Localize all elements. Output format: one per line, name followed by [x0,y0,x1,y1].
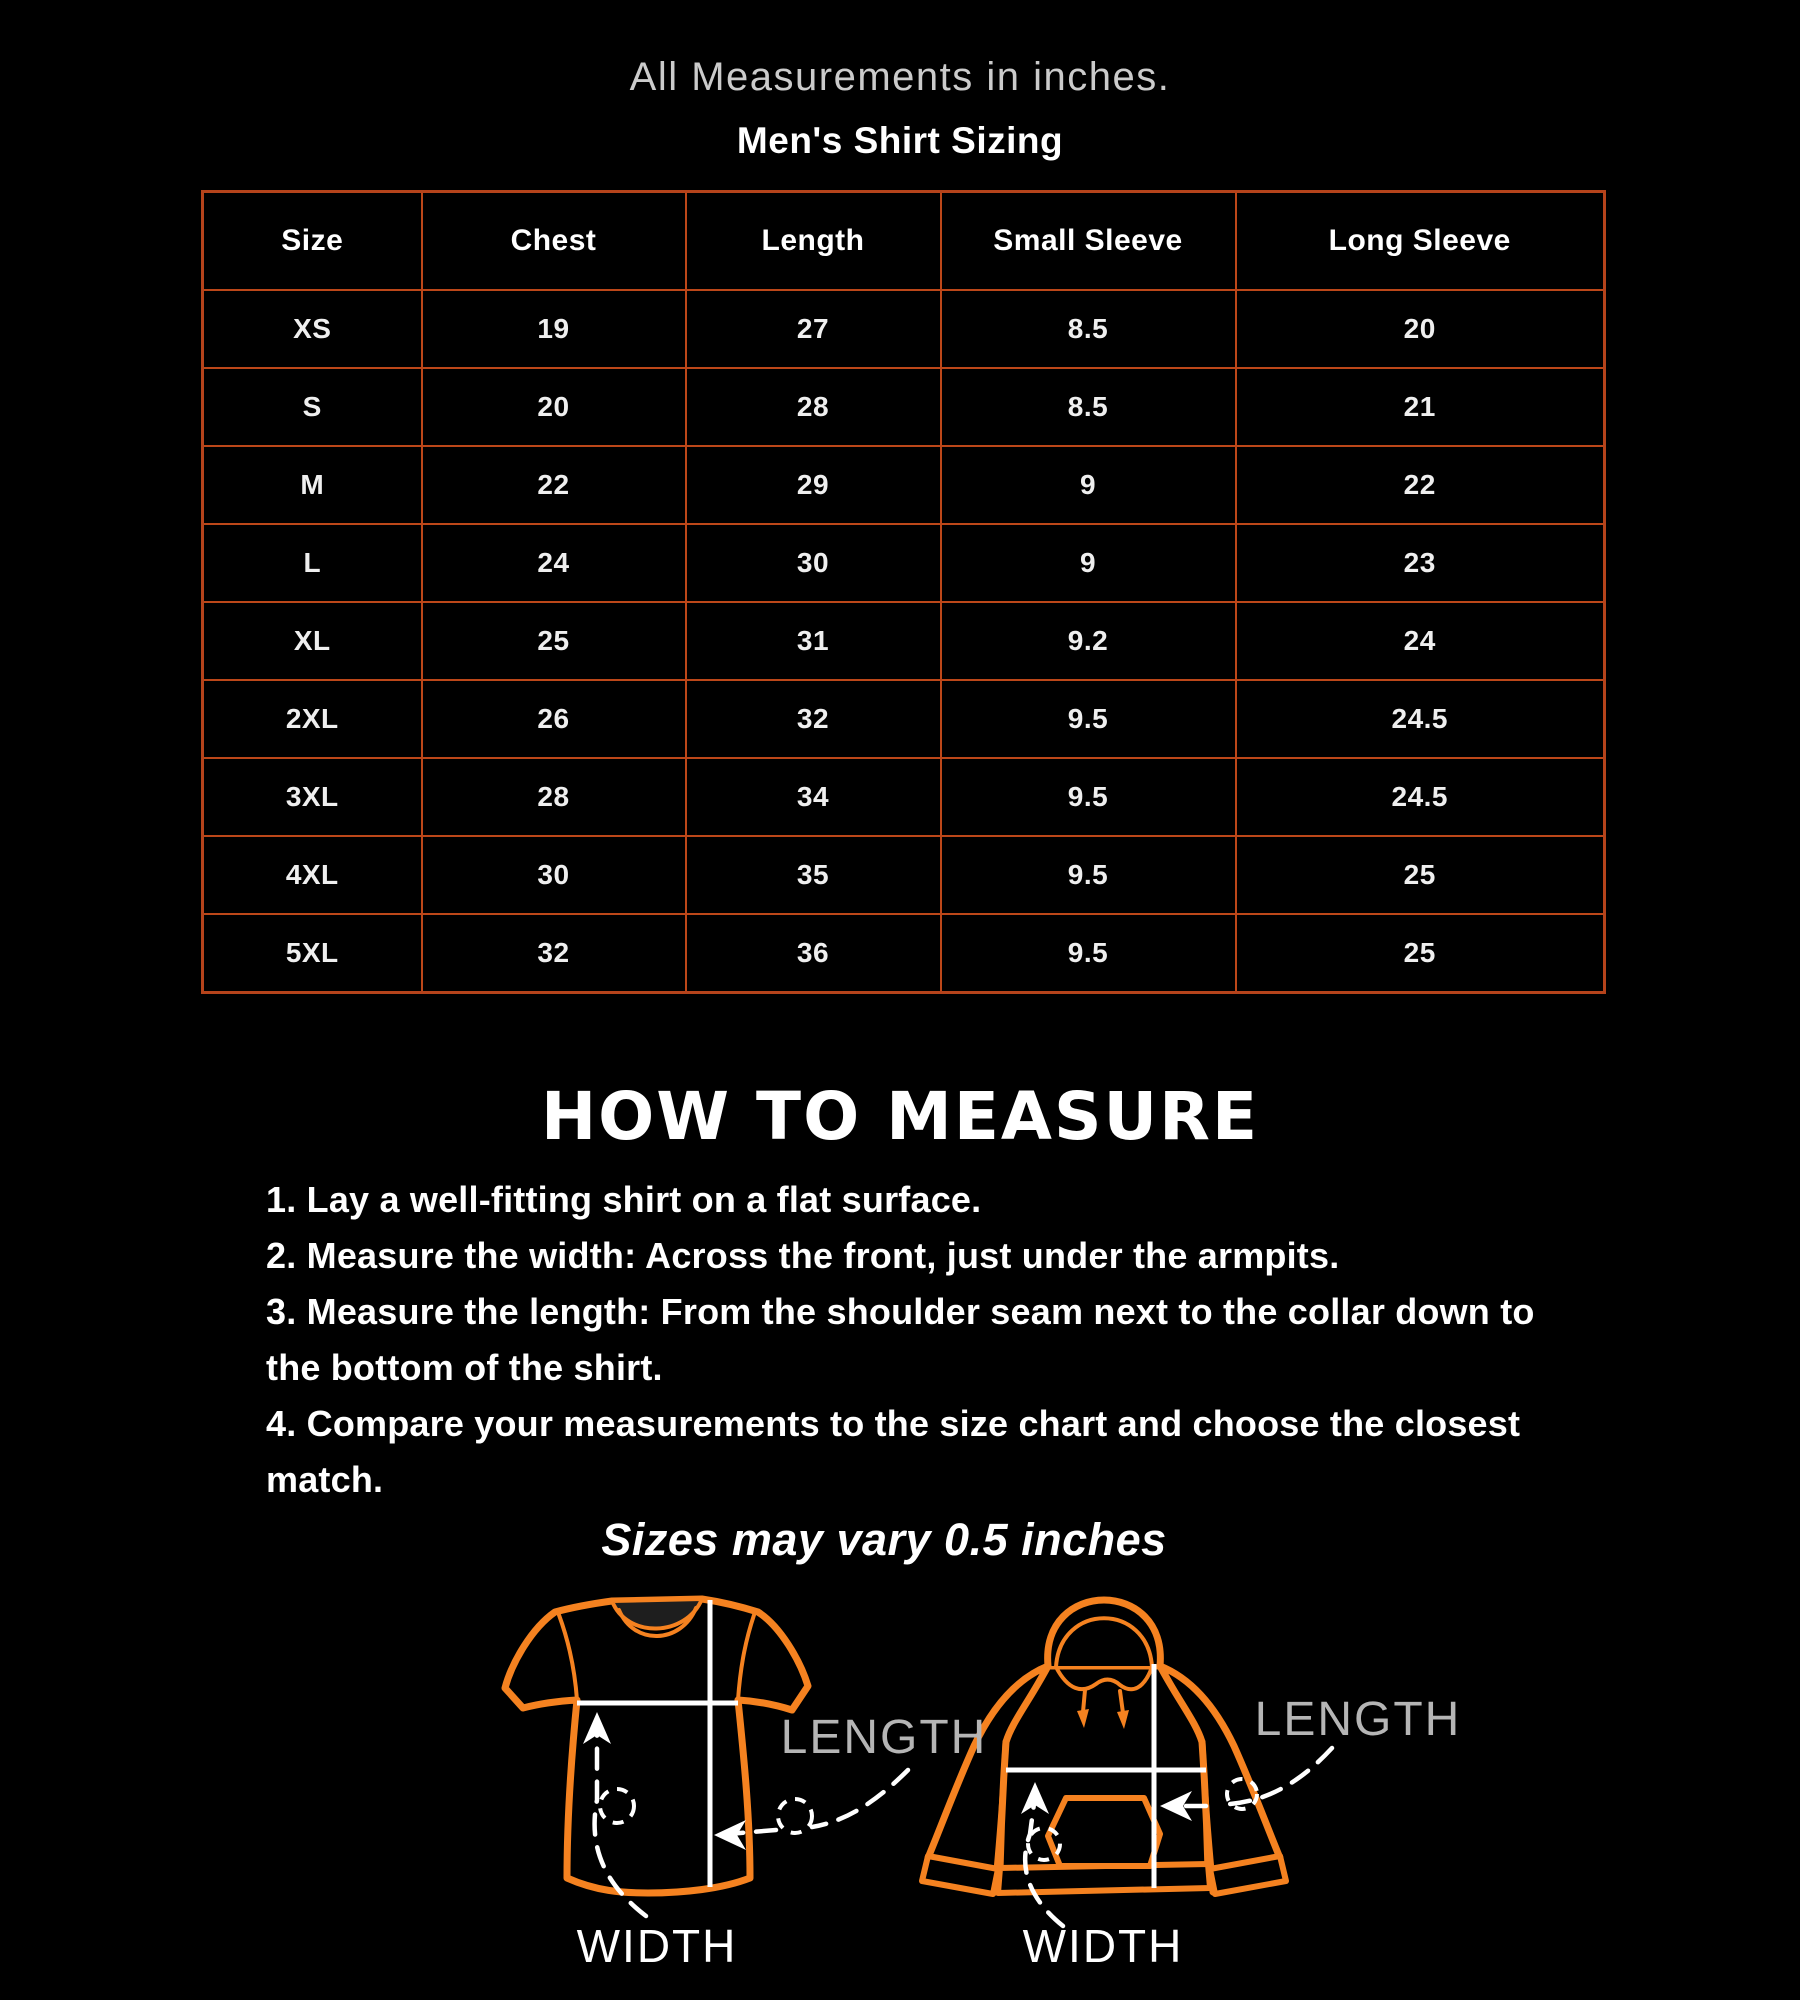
table-cell: 9 [941,524,1236,602]
tshirt-width-label: WIDTH [576,1920,738,1972]
table-cell: 25 [1236,914,1605,993]
table-cell: 9.5 [941,914,1236,993]
table-cell: 24 [1236,602,1605,680]
tshirt-illustration [505,1599,808,1893]
measure-steps [266,1172,1606,1508]
table-cell: 2XL [203,680,422,758]
table-cell: 9.5 [941,758,1236,836]
table-cell: 36 [686,914,941,993]
table-cell: 3XL [203,758,422,836]
tshirt-length-arrow [728,1770,908,1834]
table-row [203,680,1605,758]
measure-step-line: 4. Compare your measurements to the size chart and choose the closest [266,1403,1521,1444]
table-cell: 24.5 [1236,758,1605,836]
table-cell: 24 [422,524,686,602]
table-cell: M [203,446,422,524]
table-header-cell: Chest [422,192,686,291]
table-cell: 8.5 [941,290,1236,368]
measure-step-line: 1. Lay a well-fitting shirt on a flat surface. [266,1179,982,1220]
table-cell: 20 [422,368,686,446]
table-row [203,290,1605,368]
table-cell: 24.5 [1236,680,1605,758]
table-cell: 34 [686,758,941,836]
table-cell: 27 [686,290,941,368]
page-title: Men's Shirt Sizing [736,120,1064,161]
table-cell: 20 [1236,290,1605,368]
tshirt-length-arrow-loop [778,1799,812,1833]
table-cell: 22 [1236,446,1605,524]
table-cell: XL [203,602,422,680]
table-cell: 31 [686,602,941,680]
how-to-measure-heading: HOW TO MEASURE [540,1078,1260,1155]
table-cell: L [203,524,422,602]
hoodie-length-label: LENGTH [1254,1693,1462,1746]
size-variance-note: Sizes may vary 0.5 inches [601,1514,1167,1565]
table-cell: 32 [422,914,686,993]
table-cell: 32 [686,680,941,758]
table-header-row [203,192,1605,291]
table-cell: 9.2 [941,602,1236,680]
table-row [203,602,1605,680]
hoodie-hood-outer [1048,1600,1161,1666]
tshirt-outline [505,1599,808,1893]
measure-step-line: the bottom of the shirt. [266,1347,663,1388]
table-row [203,368,1605,446]
measurement-diagram [465,1568,1465,2000]
table-cell: 28 [422,758,686,836]
table-cell: 25 [422,602,686,680]
table-cell: 26 [422,680,686,758]
table-cell: 4XL [203,836,422,914]
table-row [203,524,1605,602]
table-row [203,758,1605,836]
measure-step-line: match. [266,1459,384,1500]
hoodie-drawstring-left [1083,1690,1085,1712]
table-row [203,836,1605,914]
table-header-cell: Size [203,192,422,291]
table-cell: 30 [686,524,941,602]
table-cell: XS [203,290,422,368]
table-cell: 28 [686,368,941,446]
table-cell: 21 [1236,368,1605,446]
table-cell: 23 [1236,524,1605,602]
table-cell: 9.5 [941,680,1236,758]
measurements-subtitle: All Measurements in inches. [629,55,1171,99]
table-cell: 8.5 [941,368,1236,446]
measure-step-line: 2. Measure the width: Across the front, just under the armpits. [266,1235,1340,1276]
table-cell: 19 [422,290,686,368]
table-cell: 25 [1236,836,1605,914]
table-row [203,446,1605,524]
table-header-cell: Long Sleeve [1236,192,1605,291]
table-cell: 5XL [203,914,422,993]
size-chart-table [201,190,1606,994]
table-cell: 9.5 [941,836,1236,914]
hoodie-pocket [1048,1798,1160,1866]
table-cell: S [203,368,422,446]
table-cell: 9 [941,446,1236,524]
table-header-cell: Length [686,192,941,291]
tshirt-length-label: LENGTH [780,1711,988,1764]
hoodie-width-label: WIDTH [1022,1920,1184,1972]
table-cell: 22 [422,446,686,524]
table-cell: 35 [686,836,941,914]
table-cell: 29 [686,446,941,524]
measure-step-line: 3. Measure the length: From the shoulder seam next to the collar down to [266,1291,1535,1332]
table-cell: 30 [422,836,686,914]
table-row [203,914,1605,993]
size-chart [201,190,1603,994]
table-header-cell: Small Sleeve [941,192,1236,291]
